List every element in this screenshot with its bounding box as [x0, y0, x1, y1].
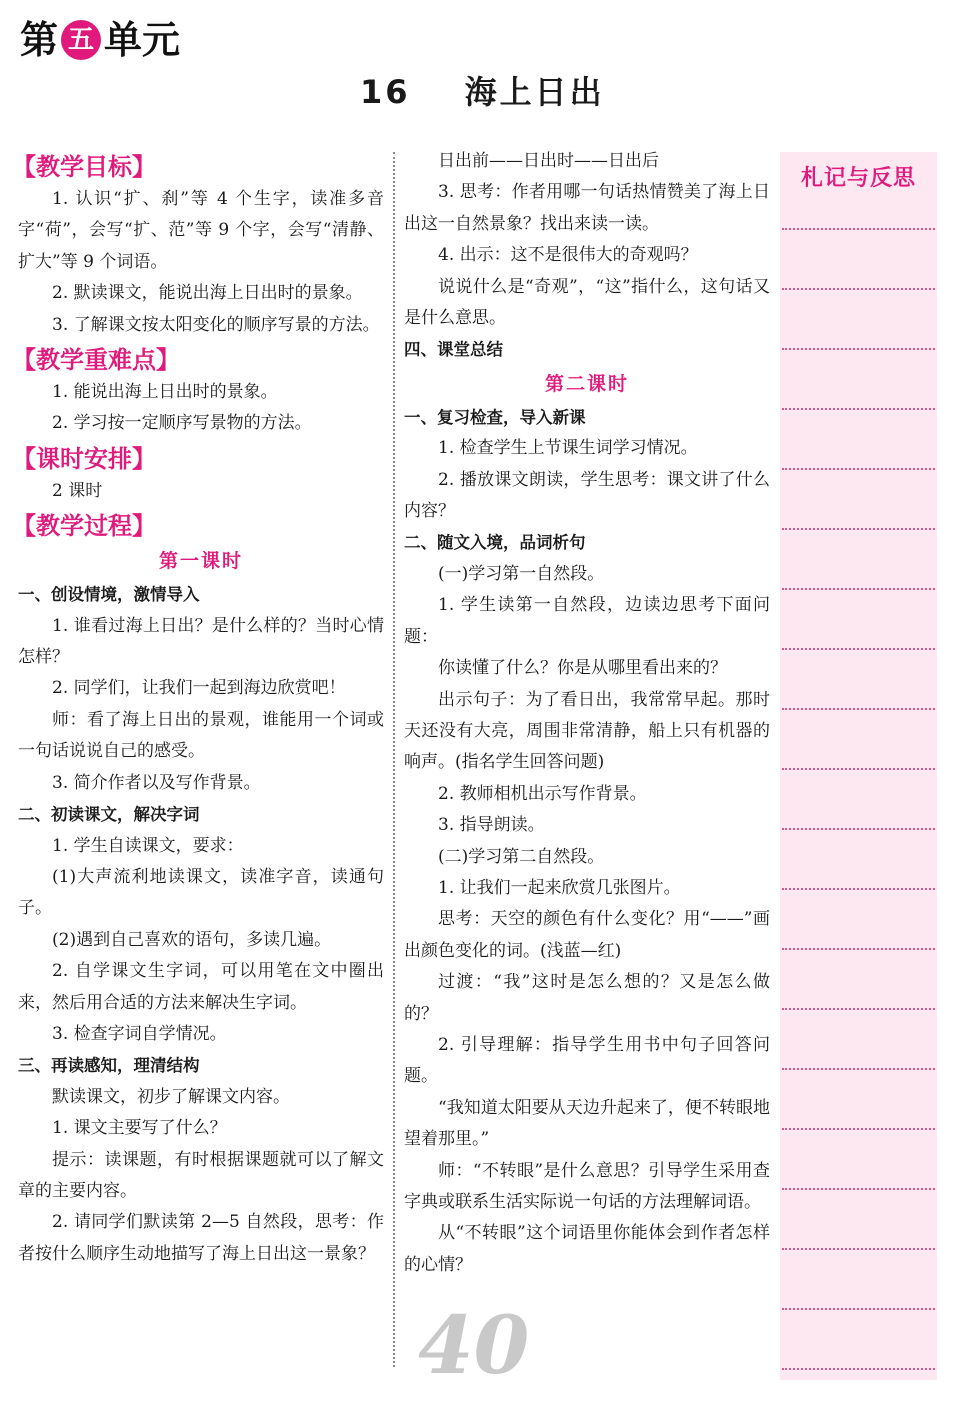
step2-item: 3. 检查字词自学情况。: [52, 1023, 227, 1044]
analysis-item: 师：“不转眼”是什么意思？引导学生采用查字典或联系生活实际说一句话的方法理解词语。: [404, 1160, 770, 1212]
analysis-item: “我知道太阳要从天边升起来了，便不转眼地望着那里。”: [404, 1097, 770, 1150]
analysis-item: 2. 引导理解：指导学生用书中句子回答问题。: [404, 1034, 770, 1087]
sequence-line: 日出前——日出时——日出后: [438, 151, 659, 171]
note-line: [782, 348, 935, 350]
goal-item: 2. 默读课文，能说出海上日出时的景象。: [52, 283, 363, 304]
unit-number-badge: 五: [61, 20, 101, 60]
note-line: [782, 1068, 935, 1070]
analysis-item: 从“不转眼”这个词语里你能体会到作者怎样的心情？: [404, 1223, 770, 1275]
step3-item: 1. 课文主要写了什么？: [52, 1118, 227, 1139]
lesson-title: [360, 70, 605, 114]
note-line: [782, 1308, 935, 1310]
note-line: [782, 1128, 935, 1130]
note-line: [782, 1008, 935, 1010]
analysis-item: 你读懂了什么？你是从哪里看出来的？: [438, 658, 727, 679]
analysis-item: 3. 指导朗读。: [438, 815, 545, 836]
left-column: [12, 148, 384, 1270]
review-item: 1. 检查学生上节课生词学习情况。: [438, 438, 698, 459]
note-line: [782, 648, 935, 650]
step1-item: 3. 简介作者以及写作背景。: [52, 772, 261, 793]
review-item: 2. 播放课文朗读，学生思考：课文讲了什么内容？: [404, 469, 770, 522]
note-line: [782, 1368, 935, 1370]
note-line: [782, 228, 935, 230]
column-divider: [393, 152, 395, 1367]
note-line: [782, 1188, 935, 1190]
analysis-item: 过渡：“我”这时是怎么想的？又是怎么做的？: [404, 972, 770, 1024]
note-line: [782, 1248, 935, 1250]
lesson-name: 海上日出: [464, 73, 605, 111]
note-line: [782, 408, 935, 410]
schedule-heading: 【课时安排】: [12, 444, 156, 473]
unit-title: [20, 18, 180, 62]
step1-item: 师：看了海上日出的景观，谁能用一个词或一句话说说自己的感受。: [18, 709, 384, 762]
note-line: [782, 708, 935, 710]
analysis-item: (二)学习第二自然段。: [438, 846, 605, 867]
analysis-item: 思考：天空的颜色有什么变化？用“——”画出颜色变化的词。(浅蓝—红): [404, 909, 770, 961]
note-line: [782, 288, 935, 290]
step2-item: 1. 学生自读课文，要求：: [52, 835, 244, 856]
difficulty-item: 1. 能说出海上日出时的景象。: [52, 382, 278, 403]
analysis-item: 1. 学生读第一自然段，边读边思考下面问题：: [404, 595, 770, 647]
note-line: [782, 888, 935, 890]
step2-item: (1)大声流利地读课文，读准字音，读通句子。: [18, 866, 384, 919]
goal-item: 3. 了解课文按太阳变化的顺序写景的方法。: [52, 314, 380, 335]
step2-heading: 二、初读课文，解决字词: [18, 805, 200, 825]
note-line: [782, 588, 935, 590]
note-line: [782, 528, 935, 530]
lesson-item: 说说什么是“奇观”，“这”指什么，这句话又是什么意思。: [404, 276, 770, 329]
goals-heading: 【教学目标】: [12, 153, 156, 181]
note-line: [782, 468, 935, 470]
review-heading: 一、复习检查，导入新课: [404, 407, 586, 427]
step1-item: 2. 同学们，让我们一起到海边欣赏吧！: [52, 678, 346, 699]
process-heading: 【教学过程】: [12, 512, 156, 541]
unit-suffix: 单元: [104, 18, 181, 62]
step3-item: 提示：读课题，有时根据课题就可以了解文章的主要内容。: [18, 1149, 384, 1201]
step1-item: 1. 谁看过海上日出？是什么样的？当时心情怎样？: [18, 615, 384, 668]
session2-title: 第二课时: [544, 372, 629, 395]
step3-item: 默读课文，初步了解课文内容。: [52, 1086, 290, 1107]
difficulties-heading: 【教学重难点】: [12, 346, 180, 375]
unit-prefix: 第: [20, 18, 59, 62]
note-line: [782, 768, 935, 770]
note-line: [782, 948, 935, 950]
analysis-item: 2. 教师相机出示写作背景。: [438, 783, 647, 804]
lesson-item: 4. 出示：这不是很伟大的奇观吗？: [438, 245, 698, 266]
analysis-heading: 二、随文入境，品词析句: [404, 533, 586, 553]
note-line: [782, 828, 935, 830]
step2-item: (2)遇到自己喜欢的语句，多读几遍。: [52, 929, 332, 950]
analysis-item: 出示句子：为了看日出，我常常早起。那时天还没有大亮，周围非常清静，船上只有机器的响声。(指名学生回答问题): [404, 689, 770, 773]
session1-title: 第一课时: [158, 550, 243, 573]
schedule-text: 2 课时: [52, 480, 103, 501]
step4-heading: 四、课堂总结: [404, 340, 503, 360]
step2-item: 2. 自学课文生字词，可以用笔在文中圈出来，然后用合适的方法来解决生字词。: [18, 961, 384, 1013]
step1-heading: 一、创设情境，激情导入: [18, 585, 200, 605]
analysis-item: (一)学习第一自然段。: [438, 563, 605, 584]
analysis-item: 1. 让我们一起来欣赏几张图片。: [438, 877, 681, 898]
step3-heading: 三、再读感知，理清结构: [18, 1056, 200, 1076]
notes-panel: [780, 152, 937, 1380]
lesson-item: 3. 思考：作者用哪一句话热情赞美了海上日出这一自然景象？找出来读一读。: [404, 182, 770, 234]
middle-column: [404, 146, 770, 1281]
difficulty-item: 2. 学习按一定顺序写景物的方法。: [52, 413, 312, 434]
step3-item: 2. 请同学们默读第 2—5 自然段，思考：作者按什么顺序生动地描写了海上日出这一景象？: [18, 1212, 384, 1264]
notes-title: 札记与反思: [800, 166, 916, 191]
lesson-number: 16: [360, 73, 411, 111]
page-number: 40: [418, 1298, 530, 1392]
goal-item: 1. 认识“扩、刹”等 4 个生字，读准多音字“荷”，会写“扩、范”等 9 个字，会写“清静、扩大”等 9 个词语。: [18, 189, 384, 272]
